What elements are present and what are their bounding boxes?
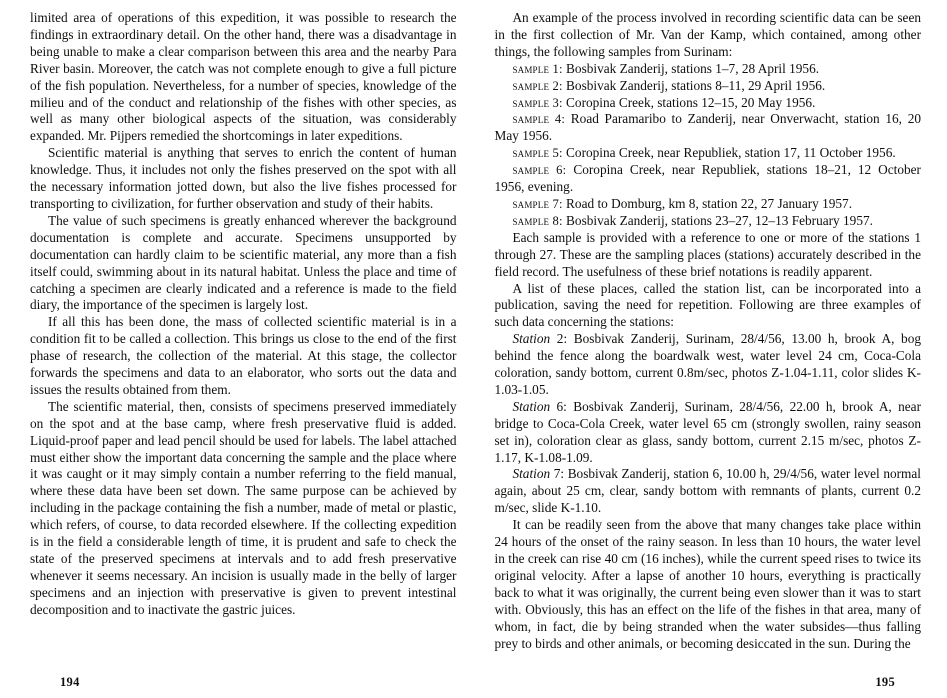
sample-text: Coropina Creek, stations 12–15, 20 May 1956. (566, 94, 816, 110)
sample-label: sample 8: (512, 213, 563, 228)
paragraph: Scientific material is anything that serves to enrich the content of human knowledge. Thus, it includes not only the fishes preserved on the spot with all the necessary information jotted down, but also the live fishes processed for transporting to civilization, for further observation and study of their habits. (30, 145, 457, 211)
station-entry (495, 331, 922, 399)
sample-entry (495, 145, 922, 162)
sample-entry (495, 61, 922, 78)
sample-entry (495, 196, 922, 213)
gutter (457, 10, 495, 698)
station-label: Station (512, 466, 551, 482)
sample-entry (495, 78, 922, 95)
sample-text: Road to Domburg, km 8, station 22, 27 January 1957. (566, 195, 853, 211)
sample-text: Road Paramaribo to Zanderij, near Onverwacht, station 16, 20 May 1956. (494, 111, 921, 144)
station-label: Station (512, 331, 551, 347)
paragraph: Each sample is provided with a reference to one or more of the stations 1 through 27. These are the sampling places (stations) accurately described in the field record. The usefulness of these brief notations is readily apparent. (494, 229, 921, 279)
station-entry (495, 399, 922, 467)
sample-entry (495, 213, 922, 230)
sample-label: sample 5: (512, 146, 563, 161)
station-text: Bosbivak Zanderij, Surinam, 28/4/56, 13.00 h, brook A, bog behind the fence along the boardwalk west, water level 24 cm, Coca-Cola coloration, sandy bottom, current 0.8m/sec, photos Z-1.04-1.11, color slides K-1.03-1.05. (494, 331, 921, 397)
page-number-left: 194 (60, 675, 80, 689)
sample-text: Coropina Creek, near Republiek, station 17, 11 October 1956. (566, 145, 896, 161)
station-number: 6: (550, 398, 567, 414)
station-number: 7: (550, 466, 565, 482)
page-left (30, 10, 457, 698)
station-text: Bosbivak Zanderij, Surinam, 28/4/56, 22.00 h, brook A, near bridge to Coca-Cola Creek, water level 65 cm (strongly swollen, rainy season set in), coloration clear as glass, sandy bottom, current 2.15 m/sec, photos Z-1.17, K-1.08-1.09. (494, 398, 921, 465)
sample-text: Bosbivak Zanderij, stations 8–11, 29 April 1956. (566, 77, 826, 93)
sample-label: sample 2: (512, 78, 563, 93)
left-page-body (30, 10, 457, 619)
paragraph: The scientific material, then, consists of specimens preserved immediately on the spot and at the base camp, where fresh preservative fluid is added. Liquid-proof paper and lead pencil should be used for labels. The label attached must either show the important data concerning the sample and the place where it was caught or it may simply contain a number referring to the field manual, where these data have been set down. The same purpose can be achieved by including in the package containing the fish a number, made of metal or plastic, which refers, of course, to data recorded elsewhere. If the collecting expedition is in the field a considerable length of time, it is prudent and safe to check the state of the preserved specimens at intervals and to add fresh preservative whenever it seems necessary. An incision is usually made in the belly of larger specimens and an injection with preservative is given to prevent intestinal decomposition and to inactivate the gastric juices. (30, 398, 457, 617)
sample-entry (495, 95, 922, 112)
sample-text: Bosbivak Zanderij, stations 23–27, 12–13 February 1957. (566, 212, 873, 228)
sample-text: Bosbivak Zanderij, stations 1–7, 28 April 1956. (566, 60, 820, 76)
station-text: Bosbivak Zanderij, station 6, 10.00 h, 29/4/56, water level normal again, about 25 cm, clear, sandy bottom with remnants of plants, current 0.2 m/sec, slide K-1.10. (494, 466, 921, 516)
station-label: Station (512, 398, 551, 414)
paragraph: limited area of operations of this expedition, it was possible to research the findings in extraordinary detail. On the other hand, there was a disadvantage in being unable to make a clear comparison between this area and the nearby Para River basin. Moreover, the catch was not complete enough to give a full picture of the fish population. Nevertheless, for a number of species, knowledge of the milieu and of the conduct and relationship of the fishes with other species, as well as many other biological aspects of the situation, was considerably expanded. Mr. Pijpers remedied the shortcomings in later expeditions. (30, 10, 457, 144)
paragraph-intro: An example of the process involved in recording scientific data can be seen in the first collection of Mr. Van der Kamp, which contained, among other things, the following samples from Surinam: (494, 10, 921, 59)
paragraph: The value of such specimens is greatly enhanced wherever the background documentation is complete and accurate. Specimens unsupported by documentation can hardly claim to be scientific material, any more than a fish itself could, swimming about in its natural habitat. Unless the place and time of catching a specimen are clearly indicated and a reference is made to the field diary, the importance of the specimen is largely lost. (30, 212, 457, 313)
sample-text: Coropina Creek, near Republiek, stations 18–21, 12 October 1956, evening. (494, 162, 921, 195)
page-number-right: 195 (875, 675, 895, 689)
sample-entry (495, 111, 922, 145)
paragraph: A list of these places, called the station list, can be incorporated into a publication, saving the need for repetition. Following are three examples of such data concerning the stations: (494, 280, 921, 330)
page-right (495, 10, 922, 698)
sample-label: sample 1: (512, 61, 563, 76)
station-number: 2: (550, 331, 568, 347)
sample-label: sample 6: (512, 163, 567, 178)
right-page-body (495, 10, 922, 652)
sample-label: sample 3: (512, 95, 563, 110)
paragraph: If all this has been done, the mass of collected scientific material is in a condition fit to be called a collection. This brings us close to the end of the first phase of research, the collection of the material. At this stage, the collector forwards the specimens and data to an elaborator, who sorts out the data and issues the results obtained from them. (30, 314, 457, 397)
paragraph-closing: It can be readily seen from the above that many changes take place within 24 hours of the onset of the rainy season. In less than 10 hours, the water level in the creek can rise 40 cm (16 inches), while the current speed rises to twice its original velocity. After a lapse of another 10 hours, everything is practically back to what it was originally, the current being even slower than it was to start with. Obviously, this has an effect on the life of the fishes in that area, many of whom, in fact, die by being stranded when the water subsides—thus falling prey to birds and other animals, or becoming desiccated in the sun. During the (494, 517, 921, 651)
station-entry (495, 466, 922, 517)
sample-entry (495, 162, 922, 196)
sample-label: sample 7: (512, 196, 563, 211)
sample-label: sample 4: (512, 112, 566, 127)
